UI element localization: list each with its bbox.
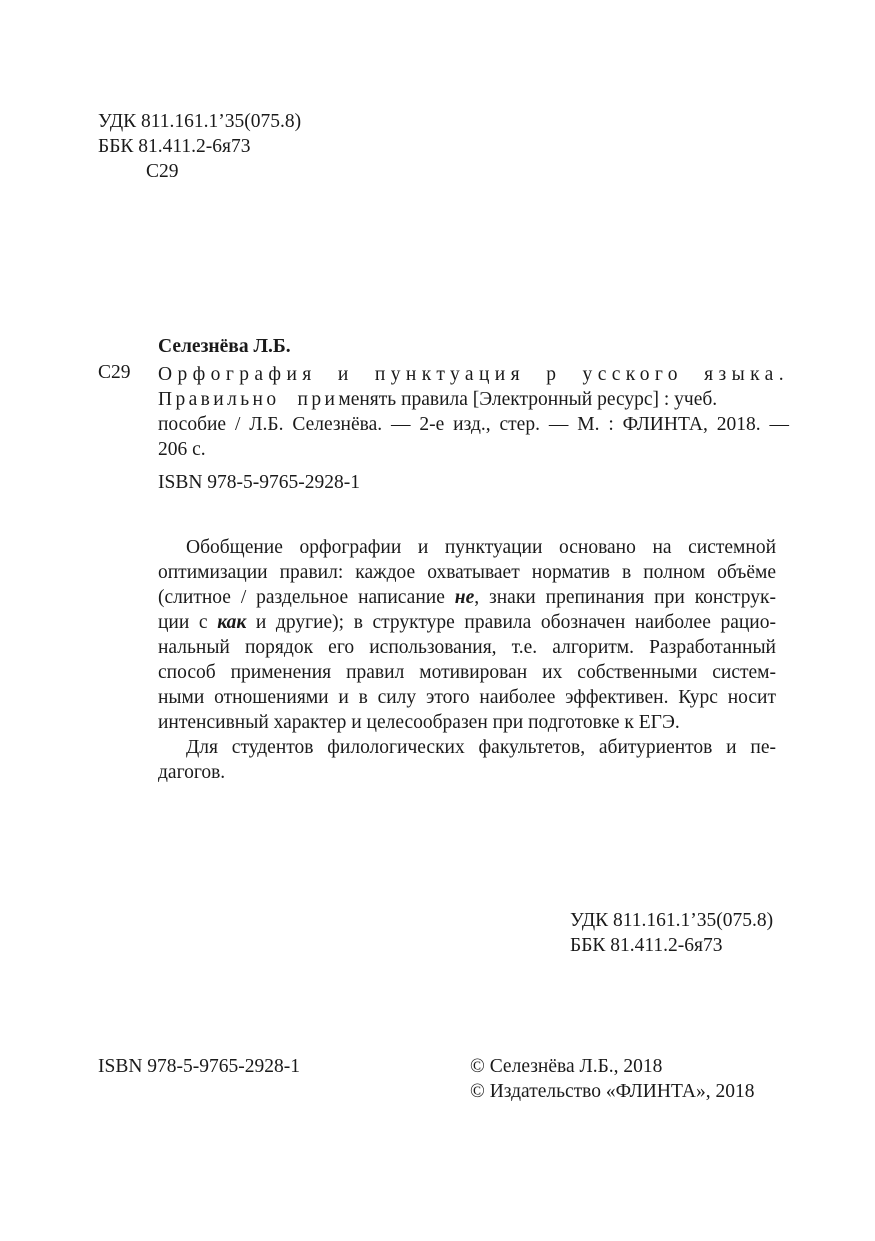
card-title-rest: менять правила [Электронный ресурс] : учеб. xyxy=(338,389,718,410)
annotation-line xyxy=(158,610,776,635)
footer-isbn: ISBN 978-5-9765-2928-1 xyxy=(98,1056,301,1077)
card-isbn: ISBN 978-5-9765-2928-1 xyxy=(158,472,361,493)
annotation-line: Обобщение орфографии и пунктуации основано на системной xyxy=(186,537,776,558)
card-title-word-spaced: Правильно xyxy=(158,389,280,410)
annotation-line: ными отношениями и в силу этого наиболее эффективен. Курс носит xyxy=(158,687,776,708)
card-title-line: Орфография и пунктуация р усского языка. xyxy=(158,364,789,385)
annotation-fragment: (слитное / раздельное написание xyxy=(158,587,455,608)
copyright-publisher: © Издательство «ФЛИНТА», 2018 xyxy=(470,1081,755,1102)
card-author: Селезнёва Л.Б. xyxy=(158,336,291,357)
card-description xyxy=(158,362,789,462)
annotation-fragment: , знаки препинания при конструк- xyxy=(474,587,776,608)
annotation-line: способ применения правил мотивирован их собственными систем- xyxy=(158,662,776,683)
udk-code-top: УДК 811.161.1’35(075.8) xyxy=(98,111,302,132)
author-mark-top: С29 xyxy=(146,161,179,182)
card-title-line-2 xyxy=(158,387,789,412)
annotation-line: интенсивный характер и целесообразен при подготовке к ЕГЭ. xyxy=(158,712,680,733)
audience-line: дагогов. xyxy=(158,762,226,783)
annotation-line: оптимизации правил: каждое охватывает норматив в полном объёме xyxy=(158,562,776,583)
annotation-fragment: и другие); в структуре правила обозначен наиболее рацио- xyxy=(246,612,776,633)
annotation-fragment: ции с xyxy=(158,612,218,633)
card-publication-line: пособие / Л.Б. Селезнёва. — 2-е изд., стер. — М. : ФЛИНТА, 2018. — xyxy=(158,414,789,435)
annotation-line xyxy=(158,585,776,610)
bbk-code-top: ББК 81.411.2-6я73 xyxy=(98,136,251,157)
udk-code-bottom: УДК 811.161.1’35(075.8) xyxy=(570,910,774,931)
annotation xyxy=(158,535,776,785)
bbk-code-bottom: ББК 81.411.2-6я73 xyxy=(570,935,723,956)
card-title-word-spaced-b: при xyxy=(297,389,339,410)
annotation-line: нальный порядок его использования, т.е. алгоритм. Разработанный xyxy=(158,637,776,658)
card-author-mark: С29 xyxy=(98,362,131,383)
copyright-author: © Селезнёва Л.Б., 2018 xyxy=(470,1056,663,1077)
emphasis-kak: как xyxy=(217,612,247,633)
audience-line: Для студентов филологических факультетов, абитуриентов и пе- xyxy=(186,737,776,758)
emphasis-ne: не xyxy=(454,587,475,608)
card-pages-line: 206 с. xyxy=(158,439,206,460)
